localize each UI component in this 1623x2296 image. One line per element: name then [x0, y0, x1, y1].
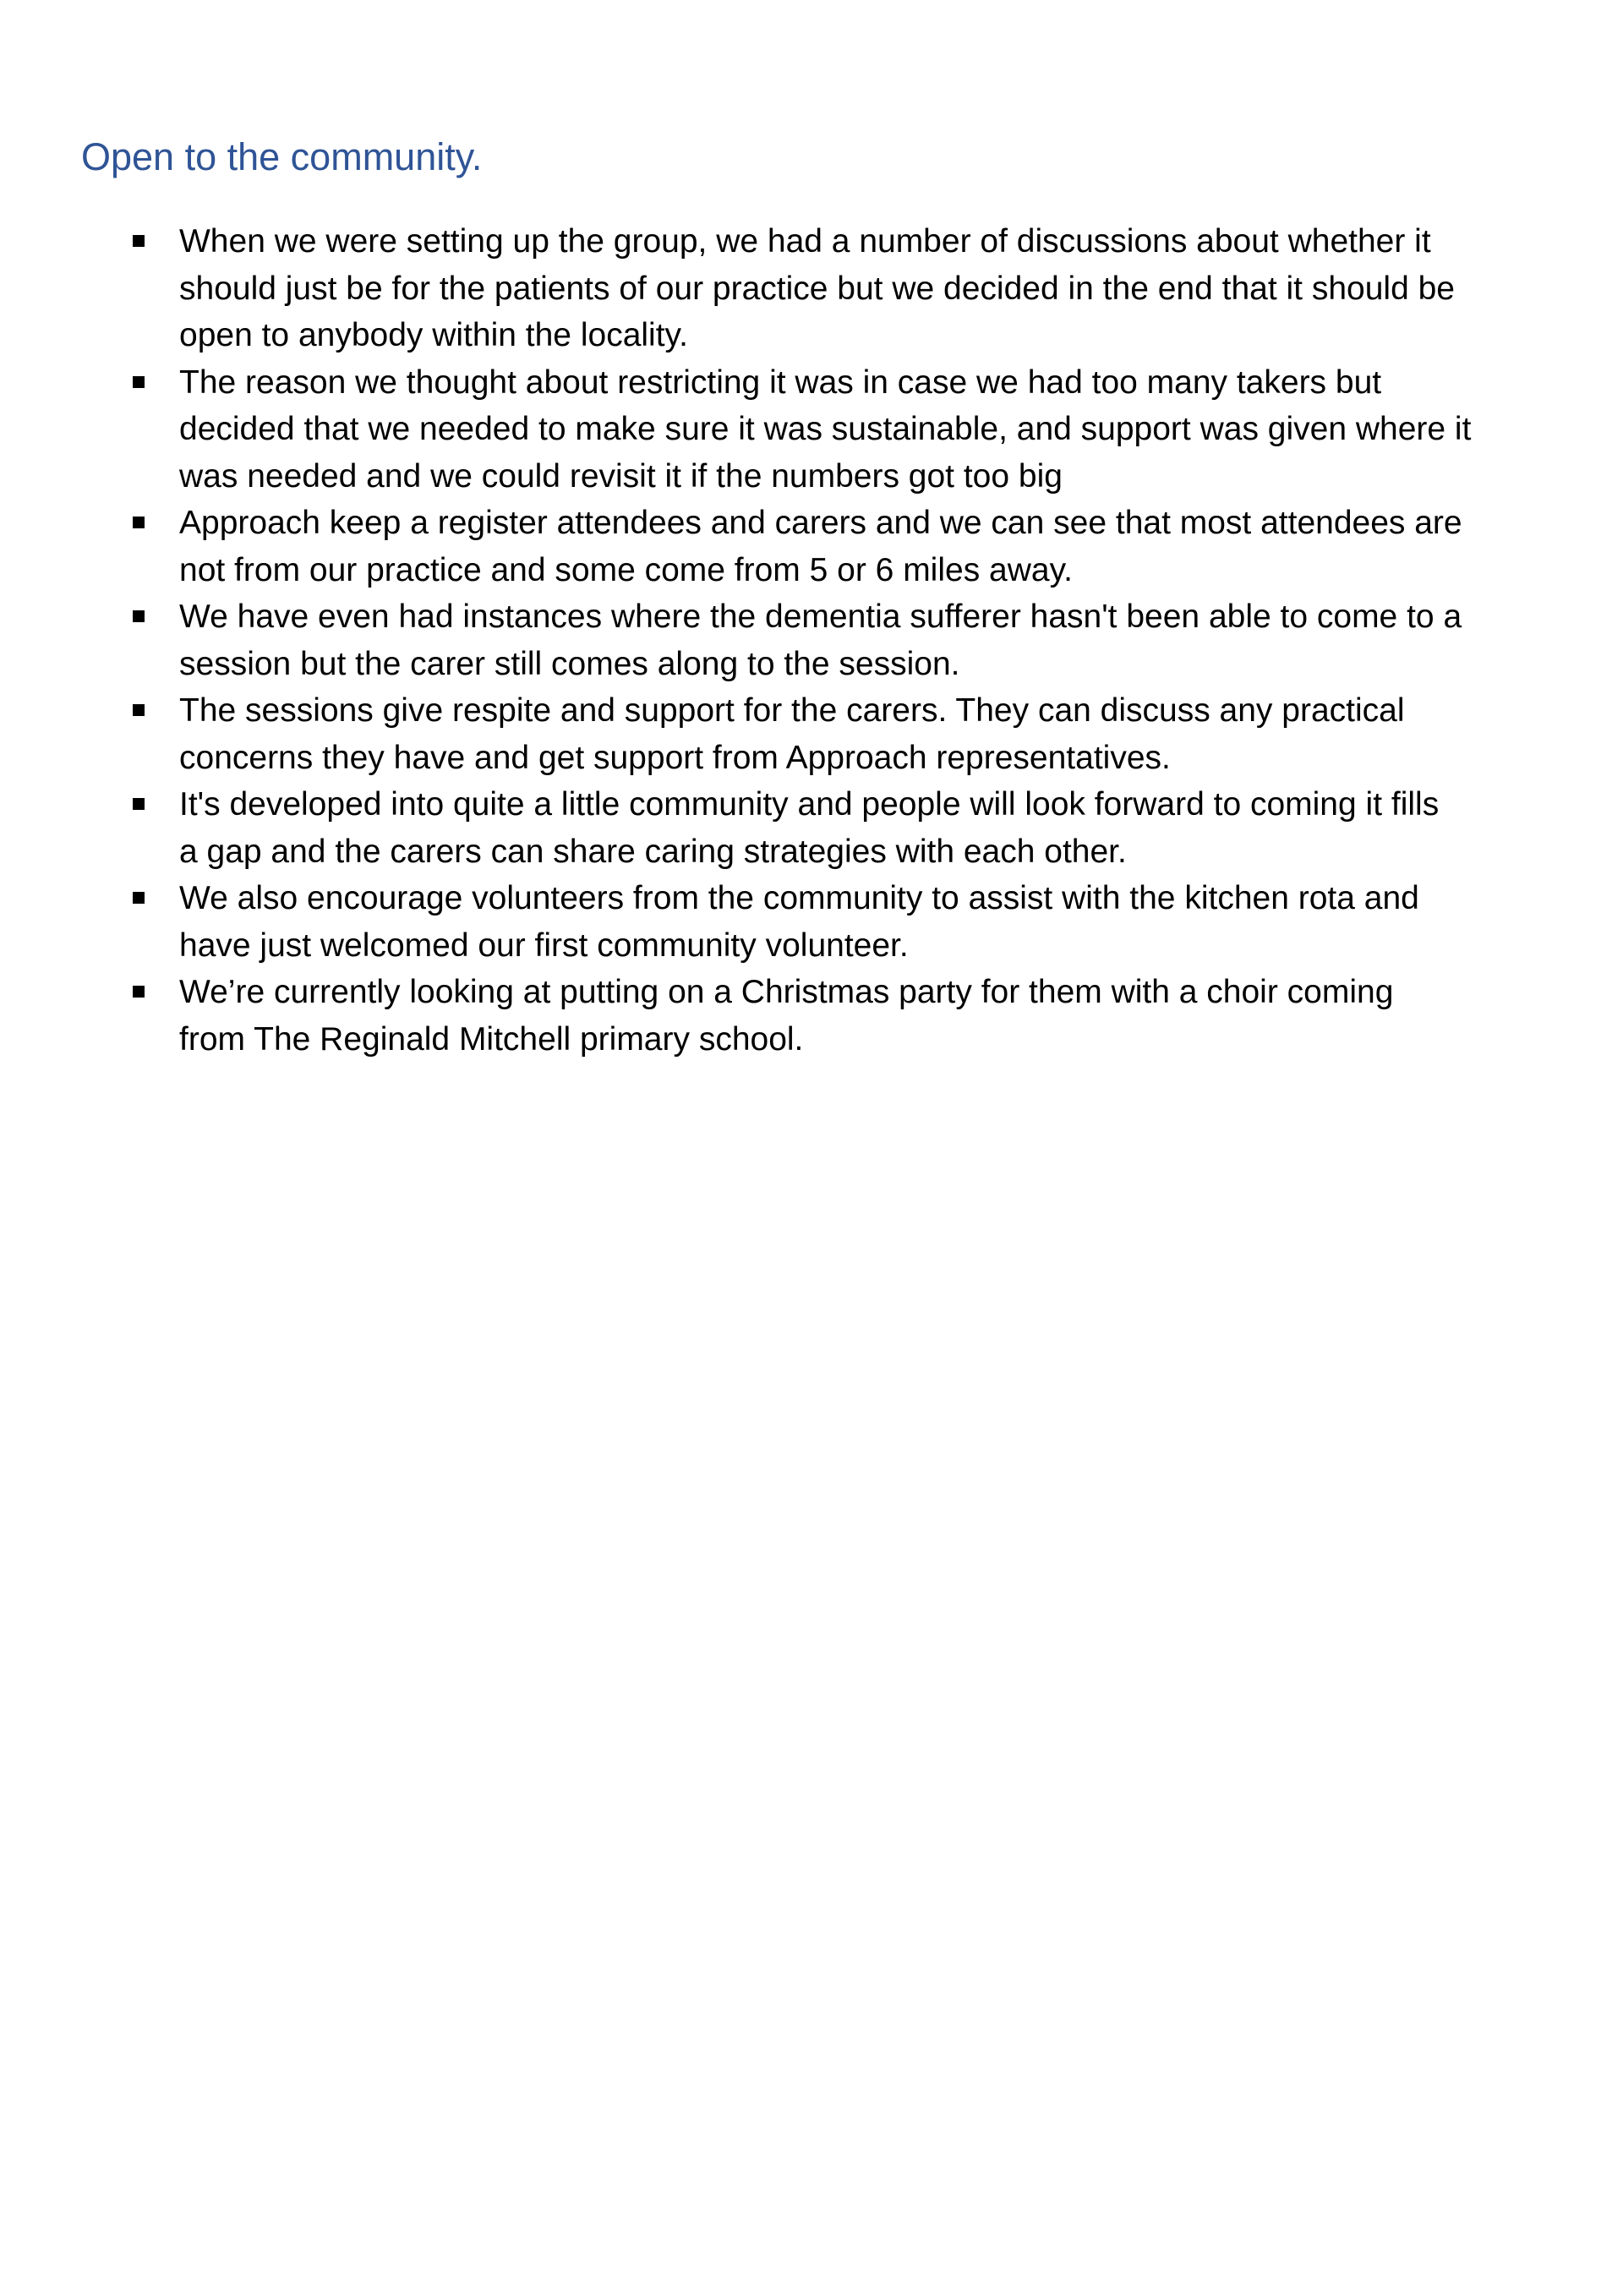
bullet-line: open to anybody within the locality. [179, 317, 688, 353]
bullet-item [0, 593, 1623, 687]
bullet-item [0, 969, 1623, 1063]
square-bullet-icon [133, 704, 145, 716]
bullet-line: decided that we needed to make sure it was sustainable, and support was given where it [179, 411, 1472, 447]
square-bullet-icon [133, 235, 145, 247]
bullet-line: session but the carer still comes along to the session. [179, 645, 960, 682]
square-bullet-icon [133, 610, 145, 622]
bullet-line: was needed and we could revisit it if the numbers got too big [179, 457, 1063, 495]
bullet-item [0, 687, 1623, 781]
bullet-line: The reason we thought about restricting it was in case we had too many takers but [179, 364, 1382, 401]
bullet-item [0, 781, 1623, 875]
square-bullet-icon [133, 376, 145, 388]
bullet-line: from The Reginald Mitchell primary school. [179, 1020, 804, 1058]
bullet-line: not from our practice and some come from 5 or 6 miles away. [179, 551, 1074, 588]
bullet-line: We’re currently looking at putting on a Christmas party for them with a choir coming [179, 974, 1394, 1010]
square-bullet-icon [133, 517, 145, 528]
bullet-line: The sessions give respite and support for the carers. They can discuss any practical [179, 692, 1405, 729]
bullet-list [0, 218, 1623, 1063]
bullet-line: We also encourage volunteers from the community to assist with the kitchen rota and [179, 880, 1419, 916]
bullet-line: When we were setting up the group, we had a number of discussions about whether it [179, 223, 1431, 260]
bullet-line: Approach keep a register attendees and carers and we can see that most attendees are [179, 505, 1462, 541]
bullet-item [0, 500, 1623, 593]
square-bullet-icon [133, 798, 145, 810]
bullet-item [0, 875, 1623, 969]
bullet-line: should just be for the patients of our practice but we decided in the end that it should be [179, 270, 1455, 307]
section-heading: Open to the community. [81, 135, 483, 178]
bullet-item [0, 218, 1623, 359]
bullet-item [0, 359, 1623, 500]
bullet-line: It's developed into quite a little community and people will look forward to coming it fills [179, 786, 1440, 823]
square-bullet-icon [133, 892, 145, 904]
bullet-line: have just welcomed our first community volunteer. [179, 927, 909, 964]
square-bullet-icon [133, 986, 145, 998]
bullet-line: concerns they have and get support from Approach representatives. [179, 739, 1171, 776]
bullet-line: a gap and the carers can share caring strategies with each other. [179, 833, 1127, 870]
bullet-line: We have even had instances where the dementia sufferer hasn't been able to come to a [179, 599, 1462, 635]
